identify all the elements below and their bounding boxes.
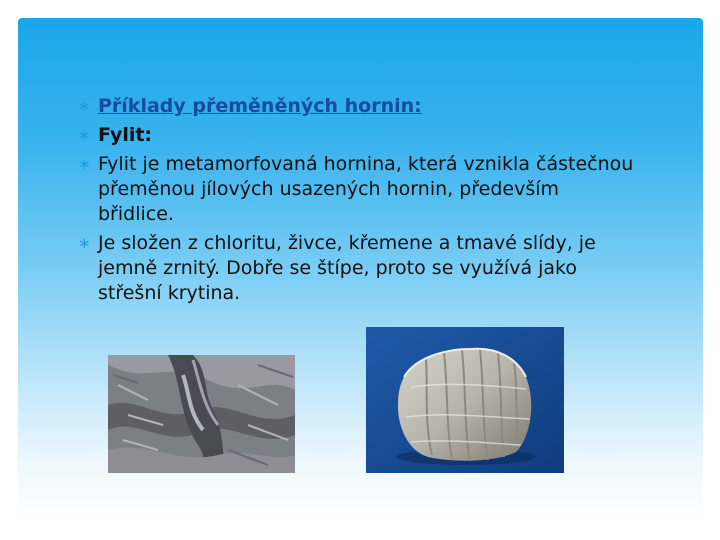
- bullet-composition: [78, 231, 638, 306]
- bullet-icon: ∗: [78, 126, 91, 144]
- phyllite-closeup-photo: [108, 355, 295, 473]
- bullet-icon: ∗: [78, 97, 91, 115]
- bullet-title: [78, 123, 638, 148]
- phyllite-sample-photo: [366, 327, 564, 473]
- bullet-list: [78, 94, 638, 310]
- bullet-icon: ∗: [78, 155, 91, 173]
- bullet-description: [78, 152, 638, 227]
- description-text: Fylit je metamorfovaná hornina, která vznikla částečnou přeměnou jílových usazených hornin, především břidlice.: [98, 153, 634, 225]
- heading-link[interactable]: Příklady přeměněných hornin:: [98, 95, 422, 117]
- rock-name: Fylit:: [98, 124, 153, 146]
- bullet-icon: ∗: [78, 234, 91, 252]
- composition-text: Je složen z chloritu, živce, křemene a tmavé slídy, je jemně zrnitý. Dobře se štípe, proto se využívá jako střešní krytina.: [98, 232, 596, 304]
- bullet-heading: [78, 94, 638, 119]
